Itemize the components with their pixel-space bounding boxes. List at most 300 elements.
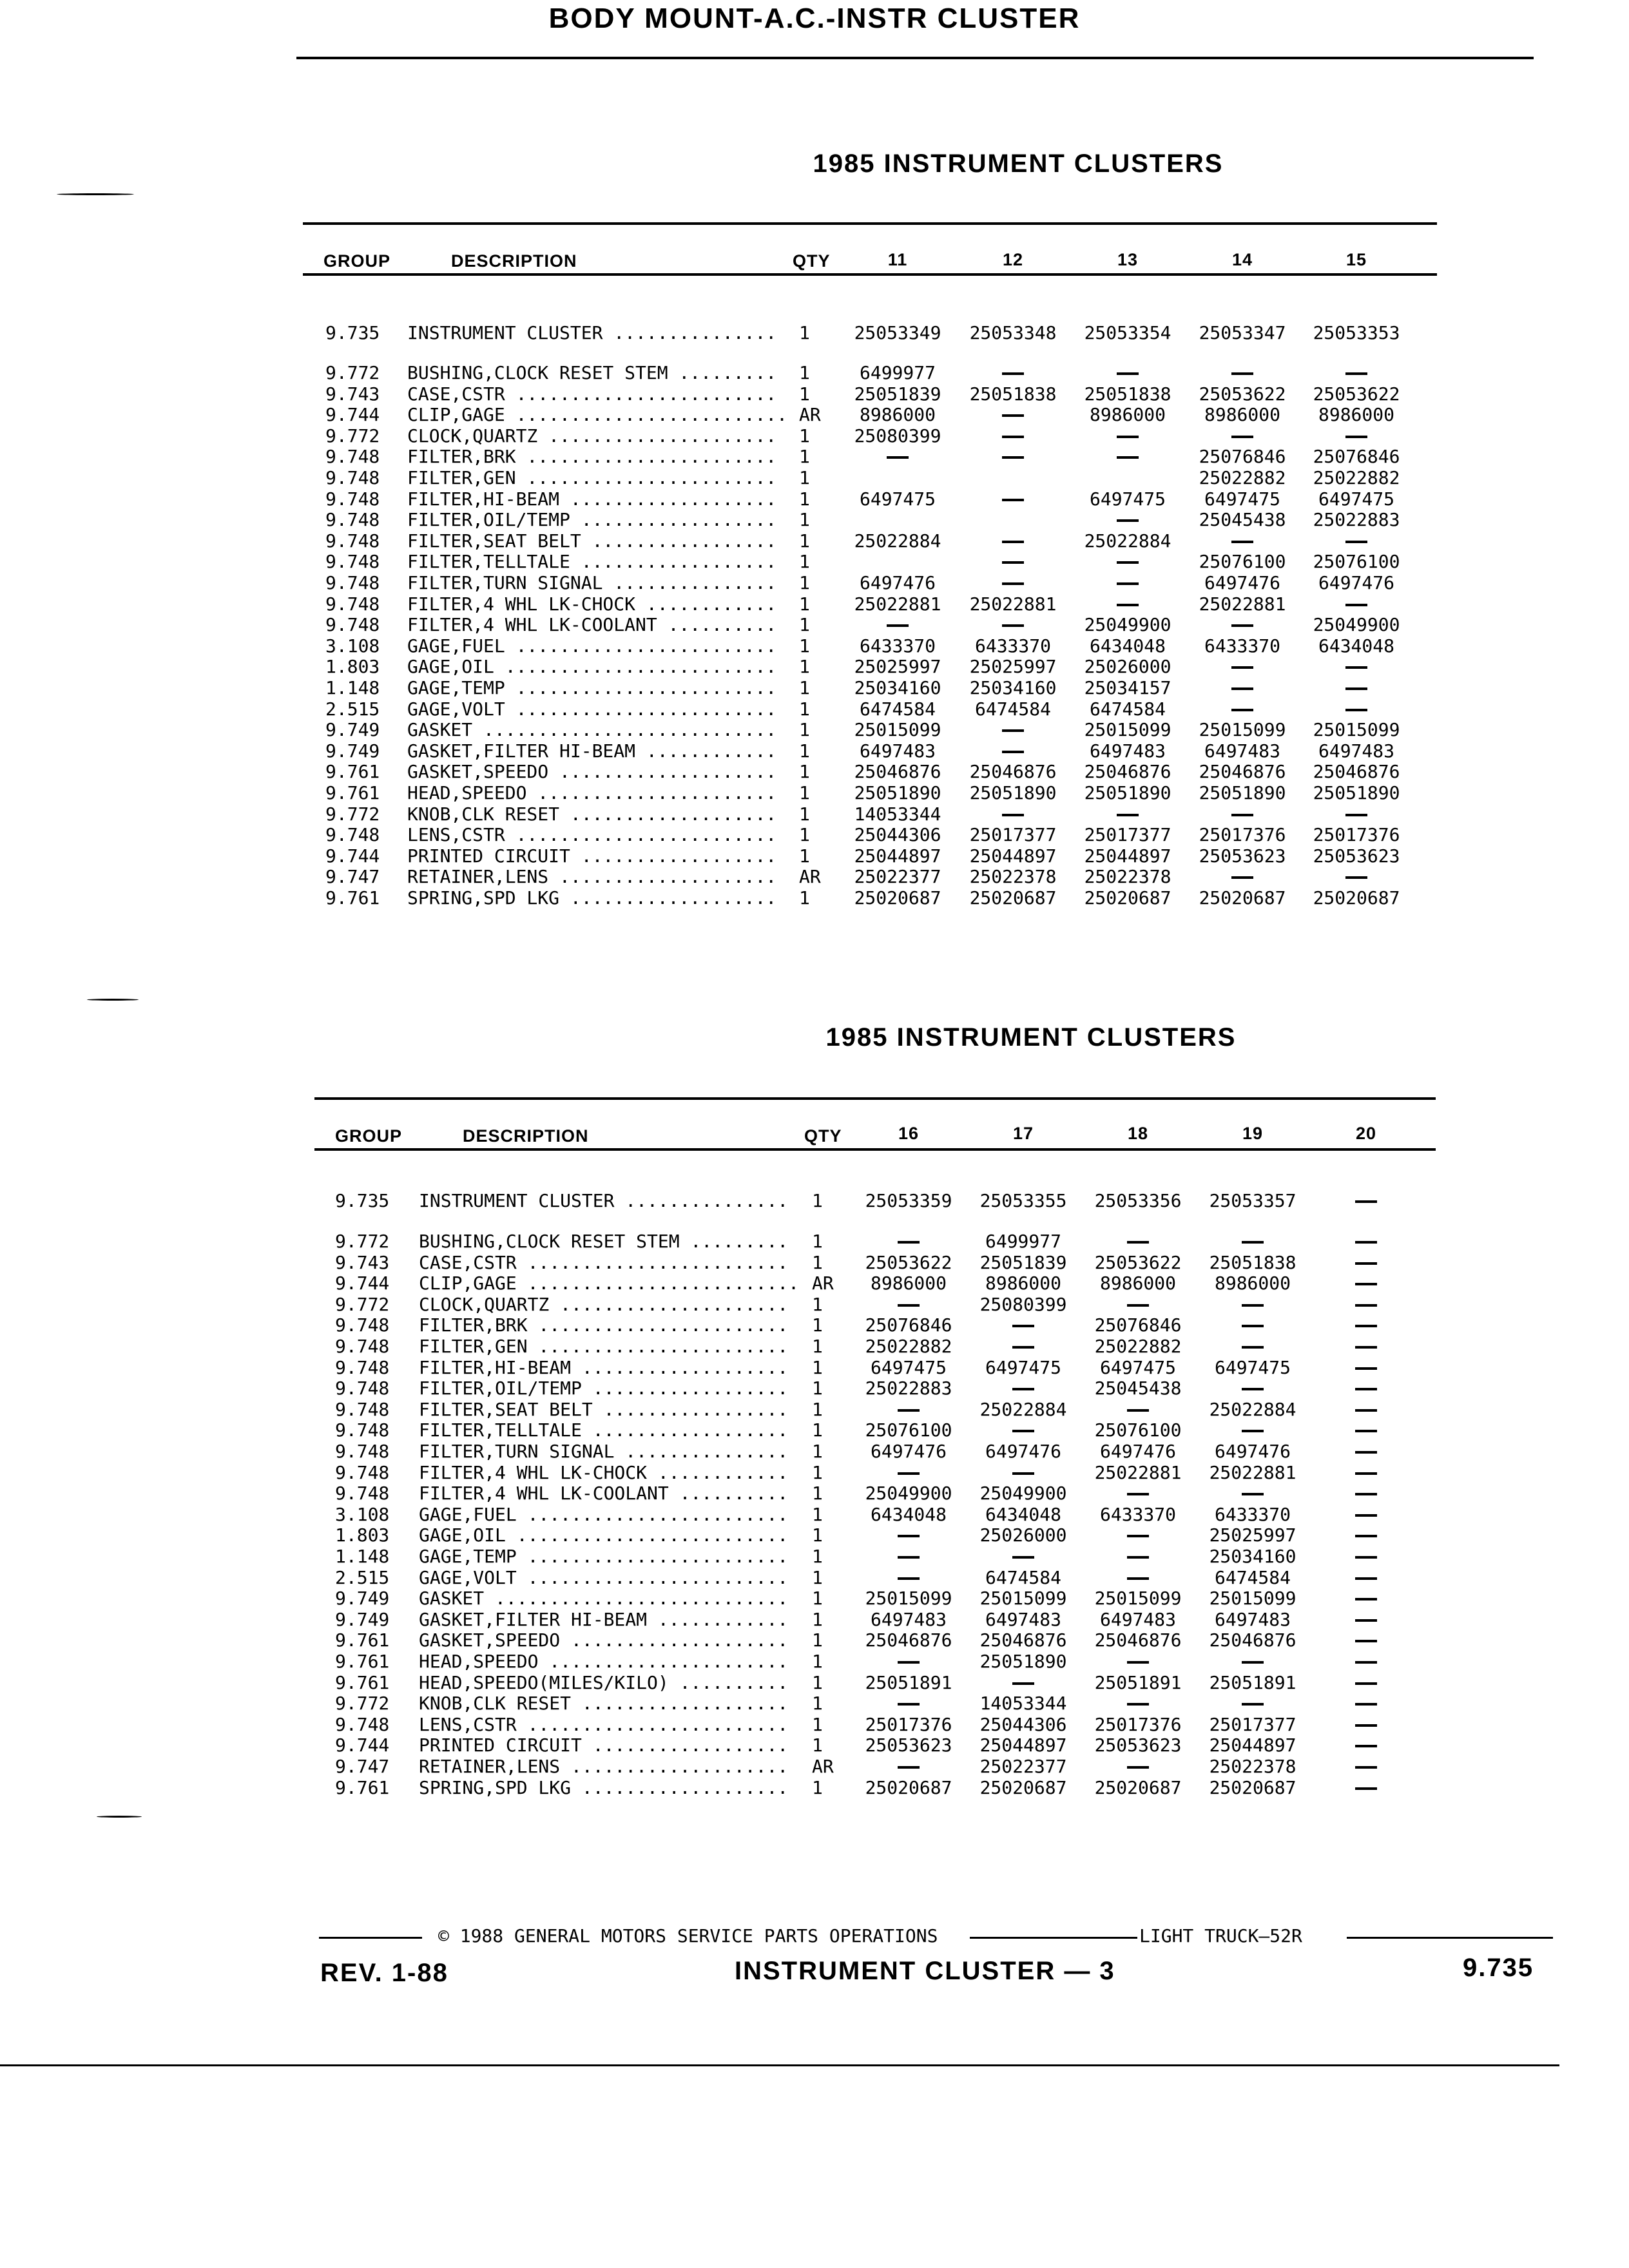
- table-row: [0, 1252, 1629, 1273]
- qty-cell: 1: [812, 1735, 823, 1756]
- part-number-cell: [1311, 1419, 1421, 1441]
- description-cell: FILTER,4 WHL LK-COOLANT ..........: [407, 614, 777, 636]
- group-cell: 9.748: [325, 824, 380, 846]
- description-cell: FILTER,OIL/TEMP ..................: [419, 1378, 789, 1399]
- not-applicable-dash: [898, 1304, 920, 1307]
- part-number-cell: 25051891: [1094, 1671, 1182, 1693]
- table-row: [0, 1756, 1629, 1777]
- part-number-cell: [1083, 1693, 1193, 1714]
- group-cell: 9.748: [335, 1398, 390, 1420]
- qty-cell: 1: [812, 1441, 823, 1462]
- part-number-cell: 6433370: [859, 635, 936, 657]
- part-number-cell: 25022883: [1313, 509, 1400, 531]
- part-number-cell: 25015099: [1313, 719, 1400, 741]
- part-number-cell: 25022881: [854, 593, 941, 615]
- description-cell: FILTER,4 WHL LK-CHOCK ............: [419, 1461, 789, 1483]
- part-number-cell: [1311, 1693, 1421, 1714]
- part-number-cell: 25051838: [1209, 1251, 1296, 1273]
- group-cell: 9.747: [325, 866, 380, 888]
- group-cell: 9.772: [325, 425, 380, 447]
- qty-cell: 1: [799, 488, 810, 510]
- not-applicable-dash: [898, 1577, 920, 1580]
- part-number-cell: 25022882: [1313, 467, 1400, 488]
- group-cell: 3.108: [325, 635, 380, 657]
- table-row: [0, 1609, 1629, 1630]
- description-cell: FILTER,BRK .......................: [407, 446, 777, 468]
- group-cell: 1.148: [325, 677, 380, 698]
- part-number-cell: 25017376: [1199, 824, 1286, 846]
- part-number-cell: 25020687: [1084, 887, 1171, 908]
- description-cell: FILTER,SEAT BELT .................: [407, 530, 777, 552]
- not-applicable-dash: [898, 1556, 920, 1559]
- part-number-cell: 25020687: [1209, 1776, 1296, 1798]
- table-row: [0, 1273, 1629, 1294]
- part-number-cell: [1311, 1190, 1421, 1211]
- part-number-cell: [1311, 1231, 1421, 1252]
- not-applicable-dash: [1012, 1388, 1034, 1390]
- part-number-cell: [1311, 1735, 1421, 1756]
- part-number-cell: [1198, 1483, 1307, 1504]
- description-cell: GASKET,SPEEDO ....................: [407, 761, 777, 783]
- description-cell: FILTER,BRK .......................: [419, 1314, 789, 1336]
- footer-line: [0, 1925, 1629, 1951]
- part-number-cell: 25046876: [969, 761, 1057, 783]
- part-number-cell: [1083, 1546, 1193, 1567]
- page-bottom-rule: [0, 2064, 1559, 2066]
- part-number-cell: [1198, 1314, 1307, 1336]
- not-applicable-dash: [1355, 1388, 1377, 1390]
- not-applicable-dash: [1355, 1514, 1377, 1517]
- part-number-cell: 25026000: [979, 1524, 1067, 1546]
- part-number-cell: [1198, 1651, 1307, 1672]
- not-applicable-dash: [1355, 1598, 1377, 1600]
- part-number-cell: 25053622: [1199, 383, 1286, 405]
- part-number-cell: 25017376: [865, 1713, 952, 1735]
- part-number-cell: 6474584: [859, 698, 936, 720]
- not-applicable-dash: [1355, 1703, 1377, 1706]
- part-number-cell: [854, 1546, 963, 1567]
- part-number-cell: [1311, 1609, 1421, 1630]
- description-cell: INSTRUMENT CLUSTER ...............: [419, 1190, 789, 1211]
- part-number-cell: [1311, 1462, 1421, 1483]
- qty-cell: 1: [812, 1524, 823, 1546]
- part-number-cell: 25022884: [1084, 530, 1171, 552]
- part-number-cell: 8986000: [1089, 404, 1166, 426]
- qty-cell: 1: [799, 446, 810, 468]
- part-number-cell: [1311, 1399, 1421, 1420]
- part-number-cell: 6474584: [974, 698, 1051, 720]
- part-number-cell: [1198, 1378, 1307, 1399]
- table-row: [0, 1629, 1629, 1651]
- qty-cell: 1: [812, 1693, 823, 1715]
- qty-cell: 1: [812, 1546, 823, 1567]
- part-number-cell: 25015099: [1084, 719, 1171, 741]
- part-number-cell: 25051838: [1084, 383, 1171, 405]
- group-cell: 9.748: [325, 488, 380, 510]
- page-header-title: BODY MOUNT-A.C.-INSTR CLUSTER: [548, 3, 1081, 34]
- not-applicable-dash: [1355, 1766, 1377, 1769]
- table2-col-qty: QTY: [804, 1126, 842, 1146]
- qty-cell: 1: [812, 1461, 823, 1483]
- part-number-cell: 25051891: [865, 1671, 952, 1693]
- part-number-cell: [1083, 1294, 1193, 1315]
- qty-cell: 1: [812, 1356, 823, 1378]
- group-cell: 9.748: [325, 551, 380, 573]
- table-row: [0, 1294, 1629, 1315]
- part-number-cell: 25080399: [854, 425, 941, 447]
- part-number-cell: 25046876: [854, 761, 941, 783]
- qty-cell: 1: [799, 322, 810, 343]
- part-number-cell: 25044897: [1084, 845, 1171, 867]
- group-cell: 9.748: [325, 614, 380, 636]
- table-row: [0, 1357, 1629, 1378]
- table2-col-20: 20: [1355, 1124, 1377, 1143]
- part-number-cell: 8986000: [1214, 1273, 1291, 1294]
- part-number-cell: [854, 1231, 963, 1252]
- part-number-cell: 6497483: [859, 740, 936, 762]
- not-applicable-dash: [1127, 1556, 1149, 1559]
- part-number-cell: 25022881: [1094, 1461, 1182, 1483]
- group-cell: 3.108: [335, 1503, 390, 1525]
- table-row: [0, 1735, 1629, 1756]
- qty-cell: AR: [799, 404, 821, 426]
- group-cell: 9.744: [325, 845, 380, 867]
- part-number-cell: [969, 1314, 1078, 1336]
- part-number-cell: 25044897: [854, 845, 941, 867]
- not-applicable-dash: [1012, 1682, 1034, 1685]
- table2-title: 1985 INSTRUMENT CLUSTERS: [825, 1023, 1237, 1052]
- description-cell: CASE,CSTR ........................: [407, 383, 777, 405]
- part-number-cell: 25025997: [854, 656, 941, 678]
- qty-cell: 1: [812, 1608, 823, 1630]
- part-number-cell: 6474584: [1089, 698, 1166, 720]
- not-applicable-dash: [1355, 1283, 1377, 1285]
- not-applicable-dash: [1355, 1682, 1377, 1685]
- part-number-cell: 25020687: [854, 887, 941, 908]
- part-number-cell: 25076100: [1094, 1419, 1182, 1441]
- part-number-cell: 25053349: [854, 322, 941, 343]
- not-applicable-dash: [1355, 1640, 1377, 1642]
- description-cell: BUSHING,CLOCK RESET STEM .........: [419, 1231, 789, 1252]
- part-number-cell: 8986000: [870, 1273, 947, 1294]
- description-cell: SPRING,SPD LKG ...................: [419, 1776, 789, 1798]
- not-applicable-dash: [1242, 1346, 1264, 1349]
- part-number-cell: [1311, 1714, 1421, 1735]
- group-cell: 9.748: [325, 509, 380, 531]
- part-number-cell: 25051891: [1209, 1671, 1296, 1693]
- table-row: [0, 1419, 1629, 1441]
- table2-col-group: GROUP: [335, 1126, 403, 1146]
- not-applicable-dash: [1127, 1577, 1149, 1580]
- part-number-cell: [1311, 1378, 1421, 1399]
- footer-page-code: 9.735: [1463, 1954, 1534, 1982]
- part-number-cell: [1198, 1693, 1307, 1714]
- not-applicable-dash: [1127, 1241, 1149, 1244]
- part-number-cell: 25020687: [969, 887, 1057, 908]
- part-number-cell: [969, 1462, 1078, 1483]
- part-number-cell: 6497483: [1318, 740, 1394, 762]
- part-number-cell: [969, 1672, 1078, 1693]
- part-number-cell: 6497483: [1214, 1608, 1291, 1630]
- group-cell: 9.748: [325, 593, 380, 615]
- part-number-cell: 25015099: [1199, 719, 1286, 741]
- qty-cell: AR: [812, 1273, 834, 1294]
- description-cell: RETAINER,LENS ....................: [407, 866, 777, 888]
- not-applicable-dash: [898, 1661, 920, 1664]
- group-cell: 9.748: [325, 572, 380, 593]
- footer-rule-left: [319, 1937, 422, 1939]
- qty-cell: 1: [812, 1629, 823, 1651]
- description-cell: GASKET ...........................: [419, 1588, 789, 1610]
- description-cell: LENS,CSTR ........................: [419, 1713, 789, 1735]
- part-number-cell: 25053623: [1199, 845, 1286, 867]
- part-number-cell: [1311, 1672, 1421, 1693]
- qty-cell: 1: [799, 425, 810, 447]
- table-row: [0, 1462, 1629, 1483]
- description-cell: FILTER,TELLTALE ..................: [407, 551, 777, 573]
- part-number-cell: [854, 1462, 963, 1483]
- part-number-cell: [1311, 1504, 1421, 1525]
- qty-cell: 1: [812, 1483, 823, 1504]
- group-cell: 9.761: [325, 761, 380, 783]
- part-number-cell: [1311, 1588, 1421, 1609]
- part-number-cell: 25034160: [854, 677, 941, 698]
- qty-cell: AR: [799, 866, 821, 888]
- part-number-cell: 25022377: [854, 866, 941, 888]
- group-cell: 2.515: [335, 1566, 390, 1588]
- not-applicable-dash: [1242, 1304, 1264, 1307]
- part-number-cell: 25046876: [1199, 761, 1286, 783]
- description-cell: FILTER,OIL/TEMP ..................: [407, 509, 777, 531]
- part-number-cell: [1311, 1314, 1421, 1336]
- part-number-cell: 25022882: [1094, 1336, 1182, 1357]
- not-applicable-dash: [1127, 1304, 1149, 1307]
- part-number-cell: [1311, 1294, 1421, 1315]
- not-applicable-dash: [1355, 1787, 1377, 1790]
- part-number-cell: 25015099: [854, 719, 941, 741]
- qty-cell: 1: [812, 1293, 823, 1315]
- part-number-cell: [1311, 1777, 1421, 1798]
- table-row: [0, 1231, 1629, 1252]
- qty-cell: 1: [799, 719, 810, 741]
- qty-cell: 1: [799, 362, 810, 383]
- part-number-cell: [1083, 1567, 1193, 1588]
- part-number-cell: 6497483: [1099, 1608, 1176, 1630]
- not-applicable-dash: [898, 1241, 920, 1244]
- qty-cell: 1: [812, 1671, 823, 1693]
- group-cell: 9.748: [335, 1713, 390, 1735]
- part-number-cell: 25080399: [979, 1293, 1067, 1315]
- group-cell: 9.748: [325, 446, 380, 468]
- description-cell: KNOB,CLK RESET ...................: [419, 1693, 789, 1715]
- not-applicable-dash: [1355, 1535, 1377, 1537]
- footer-rule-right: [1347, 1937, 1553, 1939]
- part-number-cell: 25017377: [1209, 1713, 1296, 1735]
- part-number-cell: 25015099: [979, 1588, 1067, 1610]
- part-number-cell: [1083, 1231, 1193, 1252]
- not-applicable-dash: [1127, 1766, 1149, 1769]
- not-applicable-dash: [1012, 1430, 1034, 1432]
- part-number-cell: [854, 1651, 963, 1672]
- part-number-cell: [1311, 1336, 1421, 1357]
- part-number-cell: 6497476: [1214, 1441, 1291, 1462]
- group-cell: 9.761: [335, 1629, 390, 1651]
- part-number-cell: [1311, 1567, 1421, 1588]
- part-number-cell: 25051890: [969, 782, 1057, 803]
- part-number-cell: [969, 1546, 1078, 1567]
- part-number-cell: 25025997: [1209, 1524, 1296, 1546]
- part-number-cell: [854, 1756, 963, 1777]
- group-cell: 9.748: [325, 467, 380, 488]
- table1-col-group: GROUP: [323, 251, 391, 271]
- table2-col-description: DESCRIPTION: [463, 1126, 589, 1146]
- qty-cell: 1: [799, 467, 810, 488]
- table-row: [0, 1399, 1629, 1420]
- table-row: [0, 1777, 1629, 1798]
- table-row: [0, 1546, 1629, 1567]
- group-cell: 9.761: [325, 782, 380, 803]
- part-number-cell: 25053623: [865, 1735, 952, 1756]
- table-row: [0, 1588, 1629, 1609]
- part-number-cell: [1311, 1756, 1421, 1777]
- part-number-cell: 6497475: [1099, 1356, 1176, 1378]
- not-applicable-dash: [1355, 1745, 1377, 1747]
- qty-cell: 1: [799, 677, 810, 698]
- table1-title: 1985 INSTRUMENT CLUSTERS: [813, 149, 1224, 178]
- punch-mark: [87, 999, 139, 1001]
- table-row: [0, 1714, 1629, 1735]
- part-number-cell: 6434048: [870, 1503, 947, 1525]
- description-cell: RETAINER,LENS ....................: [419, 1756, 789, 1777]
- not-applicable-dash: [1242, 1388, 1264, 1390]
- qty-cell: 1: [812, 1651, 823, 1672]
- group-cell: 2.515: [325, 698, 380, 720]
- part-number-cell: 6497476: [1099, 1441, 1176, 1462]
- qty-cell: 1: [812, 1251, 823, 1273]
- qty-cell: 1: [799, 614, 810, 636]
- part-number-cell: 6497483: [1089, 740, 1166, 762]
- part-number-cell: 25022883: [865, 1378, 952, 1399]
- part-number-cell: 25022884: [979, 1398, 1067, 1420]
- part-number-cell: [854, 1567, 963, 1588]
- description-cell: FILTER,GEN .......................: [407, 467, 777, 488]
- part-number-cell: 25053622: [1313, 383, 1400, 405]
- group-cell: 9.748: [335, 1336, 390, 1357]
- part-number-cell: 6497476: [1204, 572, 1280, 593]
- not-applicable-dash: [1355, 1472, 1377, 1475]
- group-cell: 9.748: [335, 1356, 390, 1378]
- description-cell: GAGE,VOLT ........................: [419, 1566, 789, 1588]
- description-cell: SPRING,SPD LKG ...................: [407, 887, 777, 908]
- not-applicable-dash: [898, 1535, 920, 1537]
- part-number-cell: 6497483: [985, 1608, 1061, 1630]
- not-applicable-dash: [1127, 1535, 1149, 1537]
- part-number-cell: 25017376: [1313, 824, 1400, 846]
- not-applicable-dash: [1012, 1472, 1034, 1475]
- part-number-cell: 25046876: [865, 1629, 952, 1651]
- not-applicable-dash: [1355, 1430, 1377, 1432]
- part-number-cell: 6499977: [985, 1231, 1061, 1252]
- qty-cell: 1: [799, 593, 810, 615]
- group-cell: 9.761: [325, 887, 380, 908]
- qty-cell: 1: [799, 761, 810, 783]
- table1-col-11: 11: [887, 250, 908, 269]
- table-row: [0, 1524, 1629, 1546]
- group-cell: 9.772: [325, 803, 380, 825]
- qty-cell: 1: [799, 383, 810, 405]
- group-cell: 9.744: [335, 1273, 390, 1294]
- not-applicable-dash: [1355, 1556, 1377, 1559]
- description-cell: FILTER,TURN SIGNAL ...............: [407, 572, 777, 593]
- not-applicable-dash: [1355, 1304, 1377, 1307]
- part-number-cell: [1311, 1629, 1421, 1651]
- part-number-cell: 25017377: [969, 824, 1057, 846]
- part-number-cell: 25053355: [979, 1190, 1067, 1211]
- part-number-cell: 25046876: [1094, 1629, 1182, 1651]
- qty-cell: 1: [812, 1503, 823, 1525]
- part-number-cell: [854, 1693, 963, 1714]
- group-cell: 9.747: [335, 1756, 390, 1777]
- part-number-cell: 25022378: [1084, 866, 1171, 888]
- part-number-cell: 25017377: [1084, 824, 1171, 846]
- group-cell: 9.735: [325, 322, 380, 343]
- part-number-cell: 25049900: [979, 1483, 1067, 1504]
- qty-cell: 1: [812, 1588, 823, 1610]
- table2-col-16: 16: [898, 1124, 920, 1143]
- table1-col-13: 13: [1117, 250, 1139, 269]
- group-cell: 9.749: [325, 719, 380, 741]
- table-row: [0, 1314, 1629, 1336]
- qty-cell: 1: [799, 635, 810, 657]
- description-cell: GASKET ...........................: [407, 719, 777, 741]
- part-number-cell: 25025997: [969, 656, 1057, 678]
- not-applicable-dash: [1355, 1409, 1377, 1412]
- qty-cell: 1: [799, 740, 810, 762]
- part-number-cell: 6497476: [1318, 572, 1394, 593]
- part-number-cell: 25049900: [1313, 614, 1400, 636]
- part-number-cell: 25022884: [1209, 1398, 1296, 1420]
- not-applicable-dash: [1242, 1493, 1264, 1495]
- table-row: [0, 1567, 1629, 1588]
- part-number-cell: 25022378: [969, 866, 1057, 888]
- part-number-cell: 25015099: [865, 1588, 952, 1610]
- not-applicable-dash: [1355, 1724, 1377, 1727]
- table2-col-17: 17: [1012, 1124, 1034, 1143]
- part-number-cell: 25045438: [1199, 509, 1286, 531]
- part-number-cell: 25034160: [969, 677, 1057, 698]
- description-cell: CLIP,GAGE .........................: [419, 1273, 800, 1294]
- part-number-cell: 25046876: [1084, 761, 1171, 783]
- group-cell: 9.749: [335, 1608, 390, 1630]
- part-number-cell: 25053623: [1094, 1735, 1182, 1756]
- group-cell: 9.772: [325, 362, 380, 383]
- description-cell: LENS,CSTR ........................: [407, 824, 777, 846]
- group-cell: 9.743: [325, 383, 380, 405]
- qty-cell: 1: [799, 803, 810, 825]
- description-cell: FILTER,SEAT BELT .................: [419, 1398, 789, 1420]
- part-number-cell: 6434048: [985, 1503, 1061, 1525]
- part-number-cell: [1311, 1273, 1421, 1294]
- description-cell: HEAD,SPEEDO(MILES/KILO) ..........: [419, 1671, 789, 1693]
- part-number-cell: 25053353: [1313, 322, 1400, 343]
- not-applicable-dash: [898, 1472, 920, 1475]
- qty-cell: 1: [812, 1231, 823, 1252]
- description-cell: FILTER,HI-BEAM ...................: [419, 1356, 789, 1378]
- group-cell: 9.761: [335, 1776, 390, 1798]
- qty-cell: 1: [812, 1314, 823, 1336]
- description-cell: FILTER,GEN .......................: [419, 1336, 789, 1357]
- part-number-cell: 25034157: [1084, 677, 1171, 698]
